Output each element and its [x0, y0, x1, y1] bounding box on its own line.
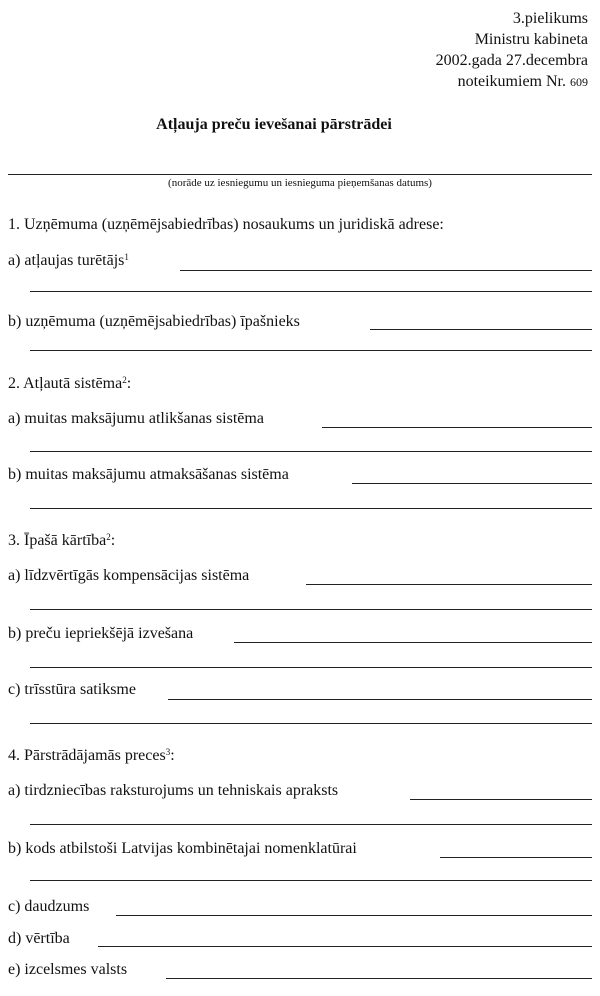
section4-a-field-continuation[interactable] — [30, 824, 592, 825]
section1-a-text: a) atļaujas turētājs — [8, 252, 125, 269]
section4-e-label: e) izcelsmes valsts — [8, 961, 128, 978]
footnote-marker: 2 — [106, 532, 111, 542]
heading-colon: : — [170, 747, 175, 764]
section1-a-field[interactable] — [180, 270, 592, 271]
heading-colon: : — [126, 375, 132, 392]
section4-d-field[interactable] — [98, 946, 592, 947]
section1-b-label: b) uzņēmuma (uzņēmējsabiedrības) īpašnieks — [8, 313, 300, 330]
section3-a-field-continuation[interactable] — [30, 609, 592, 610]
section3-heading — [8, 532, 115, 550]
header-regulation-number: 609 — [570, 75, 588, 89]
section3-b-label: b) preču iepriekšējā izvešana — [8, 625, 194, 642]
section2-heading — [8, 375, 131, 393]
header-issuer: Ministru kabineta — [474, 31, 588, 48]
section3-a-field[interactable] — [306, 584, 592, 585]
section4-d-label: d) vērtība — [8, 930, 70, 947]
section3-b-field[interactable] — [234, 642, 592, 643]
section4-b-field[interactable] — [440, 857, 592, 858]
section1-b-field-continuation[interactable] — [30, 350, 592, 351]
section4-e-field[interactable] — [166, 978, 592, 979]
section2-b-label: b) muitas maksājumu atmaksāšanas sistēma — [8, 466, 289, 483]
section2-a-label: a) muitas maksājumu atlikšanas sistēma — [8, 410, 264, 427]
section3-c-label: c) trīsstūra satiksme — [8, 681, 136, 698]
section4-a-field[interactable] — [410, 799, 592, 800]
header-date: 2002.gada 27.decembra — [435, 52, 588, 69]
section4-c-label: c) daudzums — [8, 898, 90, 915]
footnote-marker: 1 — [124, 252, 129, 262]
section3-a-label: a) līdzvērtīgās kompensācijas sistēma — [8, 567, 250, 584]
page-title: Atļauja preču ievešanai pārstrādei — [156, 116, 392, 133]
section2-a-field-continuation[interactable] — [30, 451, 592, 452]
section3-c-field[interactable] — [168, 699, 592, 700]
section2-b-field-continuation[interactable] — [30, 508, 592, 509]
section3-heading-text: 3. Īpašā kārtība — [8, 532, 107, 549]
section4-heading-text: 4. Pārstrādājamās preces — [8, 747, 166, 764]
section1-a-field-continuation[interactable] — [30, 291, 592, 292]
section1-a-label — [8, 252, 129, 270]
header-regulation-prefix: noteikumiem Nr. — [457, 73, 570, 90]
header-appendix-number: 3.pielikums — [512, 10, 588, 27]
section2-b-field[interactable] — [352, 483, 592, 484]
section4-heading — [8, 747, 175, 765]
footnote-marker: 2 — [122, 375, 127, 385]
heading-colon: : — [110, 532, 116, 549]
section3-b-field-continuation[interactable] — [30, 667, 592, 668]
section4-b-label: b) kods atbilstoši Latvijas kombinētajai nomenklatūrai — [8, 840, 357, 857]
section4-b-field-continuation[interactable] — [30, 880, 592, 881]
section1-b-field[interactable] — [370, 329, 592, 330]
footnote-marker: 3 — [165, 747, 171, 757]
section3-c-field-continuation[interactable] — [30, 723, 592, 724]
header-regulation — [458, 71, 588, 93]
reference-caption: (norāde uz iesniegumu un iesnieguma pieņemšanas datums) — [168, 177, 432, 189]
section2-a-field[interactable] — [322, 427, 592, 428]
reference-line[interactable] — [8, 174, 592, 175]
section4-c-field[interactable] — [116, 915, 592, 916]
section4-a-label: a) tirdzniecības raksturojums un tehniskais apraksts — [8, 782, 339, 799]
section1-heading: 1. Uzņēmuma (uzņēmējsabiedrības) nosaukums un juridiskā adrese: — [8, 216, 444, 233]
section2-heading-text: 2. Atļautā sistēma — [8, 375, 123, 392]
